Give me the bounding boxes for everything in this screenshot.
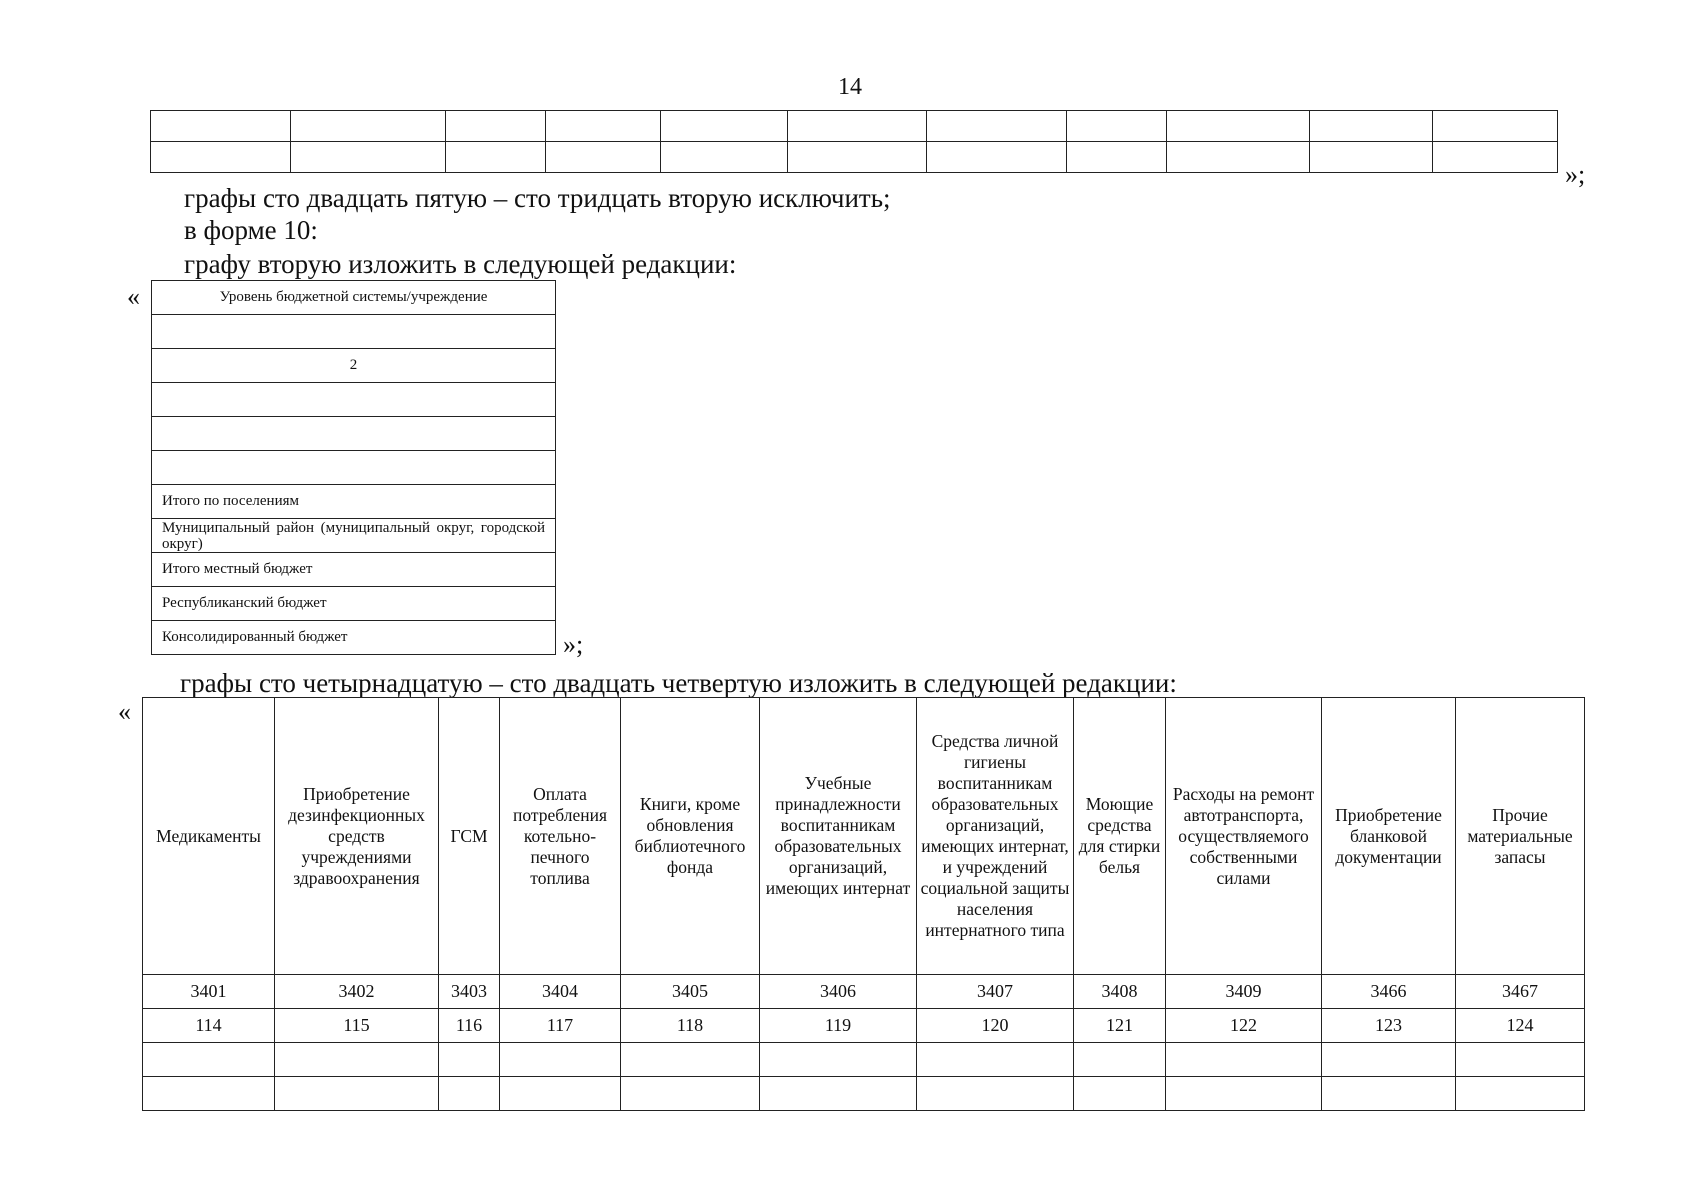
table-row [152,315,556,349]
empty-cell [927,142,1067,173]
empty-cell [275,1077,439,1111]
column-header: Приобретение бланковой документации [1322,698,1456,975]
column-header: Приобретение дезинфекционных средств учреждениями здравоохранения [275,698,439,975]
table-row [152,519,556,553]
expenses-table [142,697,1585,1111]
empty-cell [1456,1043,1585,1077]
paragraph-column-two: графу вторую изложить в следующей редакции: [184,249,737,279]
code-cell: 3406 [760,975,917,1009]
empty-cell [152,451,556,485]
code-row [143,975,1585,1009]
empty-cell [760,1077,917,1111]
empty-cell [787,111,927,142]
column-header: Расходы на ремонт автотранспорта, осуществляемого собственными силами [1166,698,1322,975]
column-number-cell: 117 [500,1009,621,1043]
empty-cell [621,1043,760,1077]
row-label: Республиканский бюджет [152,587,556,621]
table-row [152,621,556,655]
paragraph-form-10: в форме 10: [184,215,318,245]
closing-quote: »; [563,630,584,659]
column-header: Оплата потребления котельно-печного топлива [500,698,621,975]
empty-cell [445,142,545,173]
empty-cell [917,1077,1074,1111]
column-number-cell: 124 [1456,1009,1585,1043]
table-row [152,281,556,315]
row-label: Итого местный бюджет [152,553,556,587]
code-cell: 3403 [439,975,500,1009]
empty-cell [152,383,556,417]
table-row [152,349,556,383]
empty-cell [1322,1043,1456,1077]
empty-cell [143,1077,275,1111]
table-row [152,485,556,519]
column-header: ГСМ [439,698,500,975]
empty-cell [1167,142,1310,173]
column-number-cell: 116 [439,1009,500,1043]
empty-cell [1074,1077,1166,1111]
row-label: Муниципальный район (муниципальный округ, городской округ) [152,519,556,553]
top-empty-table [150,110,1558,173]
column-number-cell: 114 [143,1009,275,1043]
column-header: Книги, кроме обновления библиотечного фонда [621,698,760,975]
column-number-cell: 120 [917,1009,1074,1043]
empty-cell [545,142,660,173]
empty-cell [1310,111,1433,142]
empty-cell [1067,111,1167,142]
column-number-cell: 119 [760,1009,917,1043]
empty-cell [500,1077,621,1111]
column-number: 2 [152,349,556,383]
column-header: Медикаменты [143,698,275,975]
empty-cell [1167,111,1310,142]
column-number-cell: 123 [1322,1009,1456,1043]
empty-cell [500,1043,621,1077]
column-header: Средства личной гигиены воспитанникам образовательных организаций, имеющих интернат, и учреждений социальной защиты населения интернатного типа [917,698,1074,975]
code-cell: 3466 [1322,975,1456,1009]
empty-cell [439,1077,500,1111]
empty-cell [290,111,445,142]
empty-cell [290,142,445,173]
opening-quote: « [118,697,131,726]
column-number-cell: 122 [1166,1009,1322,1043]
empty-cell [1166,1077,1322,1111]
empty-cell [760,1043,917,1077]
row-label: Консолидированный бюджет [152,621,556,655]
empty-cell [143,1043,275,1077]
code-cell: 3402 [275,975,439,1009]
empty-cell [660,111,787,142]
empty-cell [275,1043,439,1077]
column-header: Моющие средства для стирки белья [1074,698,1166,975]
table-row [152,451,556,485]
empty-cell [621,1077,760,1111]
table-row [152,587,556,621]
empty-cell [1433,142,1558,173]
paragraph-exclude-columns: графы сто двадцать пятую – сто тридцать вторую исключить; [184,183,891,213]
table-row [152,417,556,451]
code-cell: 3408 [1074,975,1166,1009]
code-cell: 3405 [621,975,760,1009]
code-cell: 3401 [143,975,275,1009]
empty-cell [151,142,291,173]
empty-cell [151,111,291,142]
empty-cell [1067,142,1167,173]
paragraph-columns-114-124: графы сто четырнадцатую – сто двадцать четвертую изложить в следующей редакции: [180,668,1177,698]
table-row [143,1043,1585,1077]
column-number-cell: 115 [275,1009,439,1043]
empty-cell [152,315,556,349]
table-row [151,111,1558,142]
header-row [143,698,1585,975]
empty-cell [787,142,927,173]
column-number-cell: 118 [621,1009,760,1043]
empty-cell [439,1043,500,1077]
empty-cell [1074,1043,1166,1077]
column-header: Прочие материальные запасы [1456,698,1585,975]
table-row [152,553,556,587]
code-cell: 3467 [1456,975,1585,1009]
empty-cell [660,142,787,173]
column-header: Уровень бюджетной системы/учреждение [152,281,556,315]
column-header: Учебные принадлежности воспитанникам образовательных организаций, имеющих интернат [760,698,917,975]
empty-cell [152,417,556,451]
page-number: 14 [838,74,862,100]
code-cell: 3404 [500,975,621,1009]
row-label: Итого по поселениям [152,485,556,519]
empty-cell [545,111,660,142]
empty-cell [1433,111,1558,142]
table-row [151,142,1558,173]
empty-cell [1456,1077,1585,1111]
empty-cell [1322,1077,1456,1111]
table-row [143,1077,1585,1111]
empty-cell [1166,1043,1322,1077]
opening-quote: « [127,282,140,311]
code-cell: 3409 [1166,975,1322,1009]
column-number-cell: 121 [1074,1009,1166,1043]
column-number-row [143,1009,1585,1043]
empty-cell [1310,142,1433,173]
closing-quote: »; [1565,160,1586,189]
empty-cell [917,1043,1074,1077]
empty-cell [445,111,545,142]
table-row [152,383,556,417]
form10-column-table [151,280,556,655]
empty-cell [927,111,1067,142]
code-cell: 3407 [917,975,1074,1009]
